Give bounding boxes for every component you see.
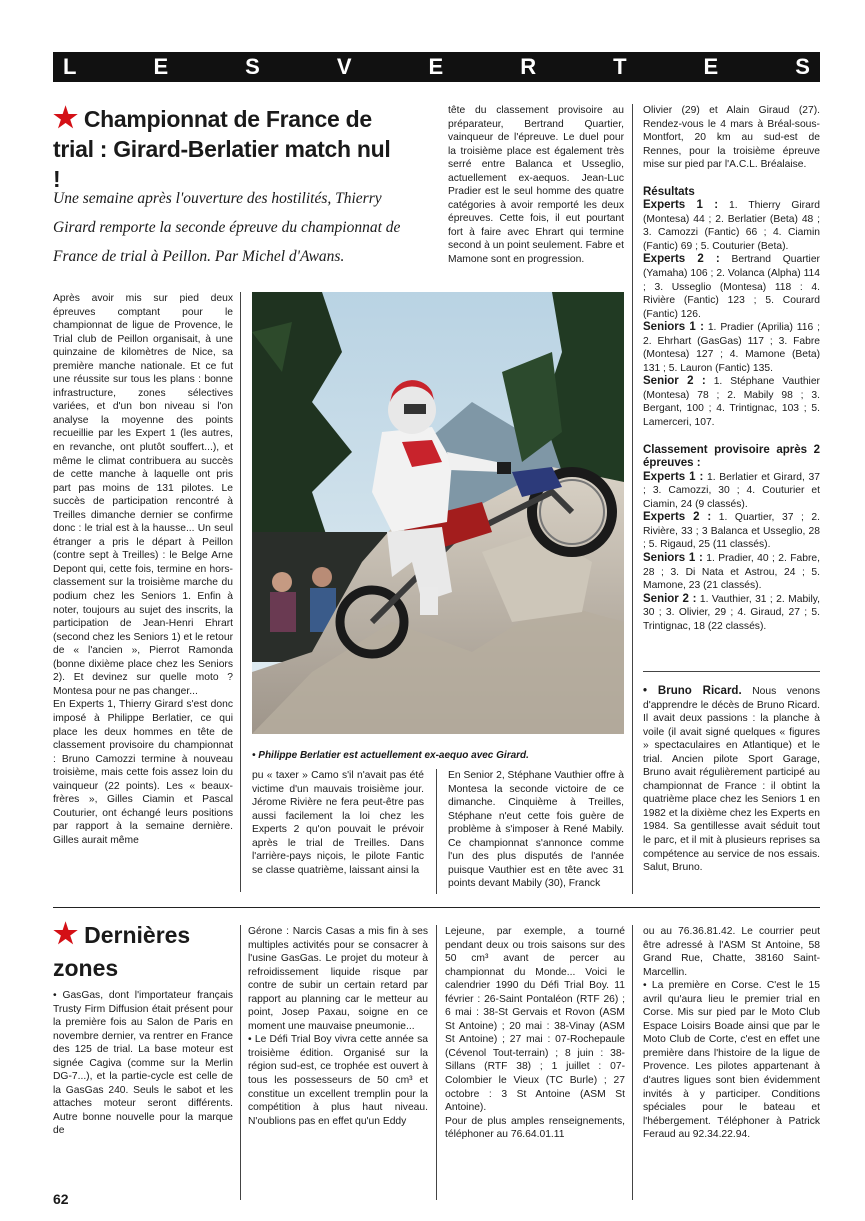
- section-divider: [643, 671, 820, 672]
- trial-rider-photo: [252, 292, 624, 734]
- column-divider: [632, 104, 633, 894]
- band-letter: E: [428, 54, 444, 79]
- standings-text: 1. Vauthier, 31 ; 2. Mabily, 30 ; 3. Olivier, 29 ; 4. Giraud, 27 ; 5. Trintignac, 18 (22 classés).: [643, 593, 820, 632]
- result-text: 1. Stéphane Vauthier (Montesa) 78 ; 2. Mabily 98 ; 3. Bergant, 100 ; 4. Trintignac, 103 ; 5. Lamerceri, 107.: [643, 376, 820, 429]
- article-title-text: Championnat de France de trial : Girard-Berlatier match nul !: [53, 106, 391, 192]
- article-column-1: [53, 292, 233, 847]
- standings-heading: Classement provisoire après 2 épreuves :: [643, 443, 820, 470]
- band-letter: E: [703, 54, 719, 79]
- standings-item: [643, 511, 820, 552]
- article-column-3-bottom: [448, 769, 624, 891]
- paragraph: Olivier (29) et Alain Giraud (27). Rendez-vous le 4 mars à Bréal-sous-Montfort, 20 km au sud-est de Rennes, pour la troisième épreuve mise sur pied par l'A.C.L. Bréalaise.: [643, 105, 820, 171]
- column-divider: [240, 292, 241, 892]
- standings-item: [643, 471, 820, 512]
- standings-item: [643, 552, 820, 593]
- result-item: [643, 375, 820, 429]
- standings-text: 1. Pradier, 40 ; 2. Fabre, 28 ; 3. Di Nata et Astrou, 24 ; 5. Mamone, 23 (21 classés).: [643, 552, 820, 592]
- obituary-column: [643, 685, 820, 875]
- article2-column-4: [643, 925, 820, 1142]
- article2-column-3: [445, 925, 625, 1142]
- article2-title-text: Dernières zones: [53, 922, 191, 981]
- column-divider: [240, 925, 241, 1200]
- paragraph: tête du classement provisoire au préparateur, Bertrand Quartier, vainqueur de l'épreuve. Le duel pour la troisième place est également très serré entre Balanca et Usseglio, actuellement ex-aequos. Jean-Luc Pradier est le seul homme des quatre catégories à avoir remporté les deux épreuves. Cette fois, il eut pourtant fort à faire avec Ehrart qui termine second à un point seulement. Fabre et Mamone sont en progression.: [448, 105, 624, 266]
- column-divider: [436, 769, 437, 894]
- result-text: 1. Pradier (Aprilia) 116 ; 2. Ehrhart (GasGas) 117 ; 3. Fabre (Montesa) 127 ; 4. Mamone (Beta) 131 ; 5. Lauron (Fantic) 135.: [643, 322, 820, 374]
- article-column-2-top: [448, 104, 624, 267]
- result-item: [643, 199, 820, 253]
- band-letter: T: [613, 54, 627, 79]
- paragraph: • GasGas, dont l'importateur français Trusty Firm Diffusion était présent pour la première fois au Salon de Paris en novembre dernier, va rentrer en France des 125 de trial. La base moteur est signée Cagiva (comme sur la Merlin DG-7...), et la partie-cycle est celle de la GasGas 240. Seuls le sabot et les attaches moteur seront différents. Autre bonne nouvelle pour la marque de: [53, 990, 233, 1137]
- paragraph: ou au 76.36.81.42. Le courrier peut être adressé à l'ASM St Antoine, 58 Grand Rue, Chatte, 38160 Saint-Marcellin.: [643, 926, 820, 978]
- article-column-3: [643, 104, 820, 633]
- result-item: [643, 253, 820, 321]
- article-title: [53, 103, 393, 194]
- article-column-2-bottom: [252, 769, 424, 877]
- obituary-label: • Bruno Ricard.: [643, 685, 742, 697]
- paragraph: En Senior 2, Stéphane Vauthier offre à Montesa la seconde victoire de ce dimanche. Cinquième à Treilles, Stéphane n'eut cette fois guère de problème à s'imposer à René Mabily. Ce championnat s'annonce comme l'un des plus disputés de l'année puisque Vauthier est en tête avec 31 points devant Mabily (30), Franck: [448, 770, 624, 890]
- result-label: Senior 2 :: [643, 375, 706, 388]
- standings-label: Experts 1 :: [643, 470, 704, 483]
- article-lead: Une semaine après l'ouverture des hostilités, Thierry Girard remporte la seconde épreuve du championnat de France de trial à Peillon. Par Michel d'Awans.: [53, 190, 401, 265]
- obituary-paragraph: [643, 685, 820, 875]
- band-letter: E: [153, 54, 169, 79]
- trial-rider-illustration: [252, 292, 624, 734]
- section-header-band: [53, 52, 820, 82]
- paragraph: • La première en Corse. C'est le 15 avril qu'aura lieu le premier trial en Corse. Mis sur pied par le Moto Club Espace Loisirs Boade ainsi que par le Moto Club de Corte, c'est en effet une première dans l'histoire de la ligue de Provence. Les pilotes appartenant à d'autres ligues sont bien évidemment invités à y participer. Conditions spéciales pour le bateau et l'hébergement. Téléphoner à Patrick Feraud au 92.34.22.94.: [643, 980, 820, 1141]
- paragraph: Après avoir mis sur pied deux épreuves comptant pour le championnat de ligue de Provence, le Trial club de Peillon organisait, à une quinzaine de kilomètres de Nice, sa première manche nationale. Et ce fut une réussite sur tous les plans : bonne infrastructure, zones sélectives variées, et d'un bon niveau si l'on analyse la moyenne des points recueillie par les Expert 1 (les autres, en revanche, ont plutôt souffert...), et même le climat contribuera au succès de cette manche à laquelle ont pris part pas moins de 131 pilotes. Le succès de participation rencontré à Treilles dimanche dernier se confirme donc : le trial est à la hausse... Un seul étranger a pris le départ à Peillon (contre sept à Treilles) : le Belge Arne Depont qui, cette fois, termine en hors-classement sur la troisième marche du podium chez les Seniors 1. Enfin à noter, toujours au sujet des inscrits, la participation de Jean-Henri Ehrart (second chez les Seniors 1) et le retour de « l'ancien », Pierrot Ramonda (bonne dixième place chez les Seniors 2). Et devinez sur quelle moto ? Montesa pour ne pas changer...: [53, 293, 233, 697]
- band-letter: V: [336, 54, 352, 79]
- article2-column-2: [248, 925, 428, 1128]
- result-item: [643, 321, 820, 375]
- standings-label: Senior 2 :: [643, 592, 697, 605]
- result-label: Experts 2 :: [643, 253, 720, 266]
- standings-text: 1. Berlatier et Girard, 37 ; 3. Camozzi, 30 ; 4. Couturier et Ciamin, 24 (9 classés).: [643, 471, 820, 510]
- article-separator: [53, 907, 820, 908]
- paragraph: Lejeune, par exemple, a tourné pendant deux ou trois saisons sur des 50 cm³ avant de percer au championnat du Monde... Voici le calendrier 1990 du Défi Trial Boy. 11 février : 26-Saint Pontaléon (RTF 26) ; 6 mai : 38-St Gervais et Rovon (ASM St Antoine) ; 20 mai : 38-Vinay (ASM St Antoine) ; 27 mai : 07-Rochepaule (Cévenol Tout-terrain) ; 8 juin : 38-Sillans (RTF 38) ; 1 juillet : 07-Colombier le Vieux (TC Burle) ; 27 octobre : 3 St Antoine (ASM St Antoine).: [445, 926, 625, 1114]
- paragraph: Pour de plus amples renseignements, téléphoner au 76.64.01.11: [445, 1115, 625, 1141]
- standings-text: 1. Quartier, 37 ; 2. Rivière, 33 ; 3 Balanca et Usseglio, 28 ; 5. Rigaud, 25 (11 classés).: [643, 512, 821, 551]
- band-letter: S: [795, 54, 810, 79]
- column-divider: [632, 925, 633, 1200]
- result-text: Bertrand Quartier (Yamaha) 106 ; 2. Volanca (Alpha) 114 ; 3. Usseglio (Montesa) 118 : 4. Rivière (Fantic) 123 ; 5. Courard (Fantic) 126.: [643, 254, 820, 320]
- page-number: 62: [53, 1191, 69, 1207]
- obituary-text: Nous venons d'apprendre le décès de Bruno Ricard. Il avait deux passions : la planche à voile (il avait signé quelques « figures » spectaculaires en Atlantique) et le trial. Ancien pilote Sport Garage, Bruno avait régulièrement participé au championnat de France : il obtint la quatrième place chez les Seniors 1 en 1982 et la dixième chez les Experts en 1984. Sa gentillesse avait séduit tout le parc, et il mit à plusieurs reprises sa compétence au service de nos essais. Salut, Bruno.: [643, 686, 820, 874]
- paragraph: En Experts 1, Thierry Girard s'est donc imposé à Philippe Berlatier, ce qui place les deux hommes en tête de classement provisoire du championnat : Bruno Camozzi termine à nouveau troisième, mais cette fois assez loin du vainqueur (22 points). Les « beaux-frères », Gilles Ciamin et Pascal Couturier, ont échangé leurs positions par rapport à la semaine dernière. Gilles aurait même: [53, 699, 233, 846]
- column-divider: [436, 925, 437, 1200]
- band-letter: S: [245, 54, 260, 79]
- results-heading: Résultats: [643, 185, 695, 198]
- result-text: 1. Thierry Girard (Montesa) 44 ; 2. Berlatier (Beta) 48 ; 3. Camozzi (Fantic) 66 ; 4. Ciamin (Fantic) 69 ; 5. Couturier (Beta).: [643, 200, 820, 252]
- star-icon: ★: [53, 102, 78, 133]
- standings-label: Experts 2 :: [643, 511, 712, 524]
- star-icon: ★: [53, 918, 79, 949]
- paragraph: Gérone : Narcis Casas a mis fin à ses multiples activités pour se consacrer à l'usine GasGas. Le projet du moteur à refroidissement liquide risque par contre de subir un certain retard par rapport au planning car le metteur au point, Josep Paxau, soigne en ce moment une mauvaise pneumonie...: [248, 926, 428, 1032]
- standings-item: [643, 593, 820, 634]
- photo-caption: • Philippe Berlatier est actuellement ex-aequo avec Girard.: [252, 750, 529, 761]
- band-letter: R: [520, 54, 537, 79]
- result-label: Seniors 1 :: [643, 321, 704, 334]
- paragraph: • Le Défi Trial Boy vivra cette année sa troisième édition. Organisé sur la région sud-est, ce trophée est ouvert à tous les possesseurs de 50 cm³ et constitue un excellent tremplin pour la compétition à plus haut niveau. N'oublions pas en effet qu'un Eddy: [248, 1034, 428, 1127]
- standings-label: Seniors 1 :: [643, 551, 703, 564]
- result-label: Experts 1 :: [643, 199, 719, 212]
- article2-column-1: [53, 989, 233, 1138]
- band-letter: L: [63, 54, 77, 79]
- paragraph: pu « taxer » Camo s'il n'avait pas été victime d'un mauvais troisième jour. Jérome Rivière ne fera peut-être pas aussi facilement la loi chez les Experts 2 qu'on pouvait le prévoir après le trial de Treilles. Dans l'arrière-pays niçois, le pilote Fantic se classe quatrième, laissant ainsi la: [252, 770, 424, 876]
- article2-title: [53, 917, 233, 985]
